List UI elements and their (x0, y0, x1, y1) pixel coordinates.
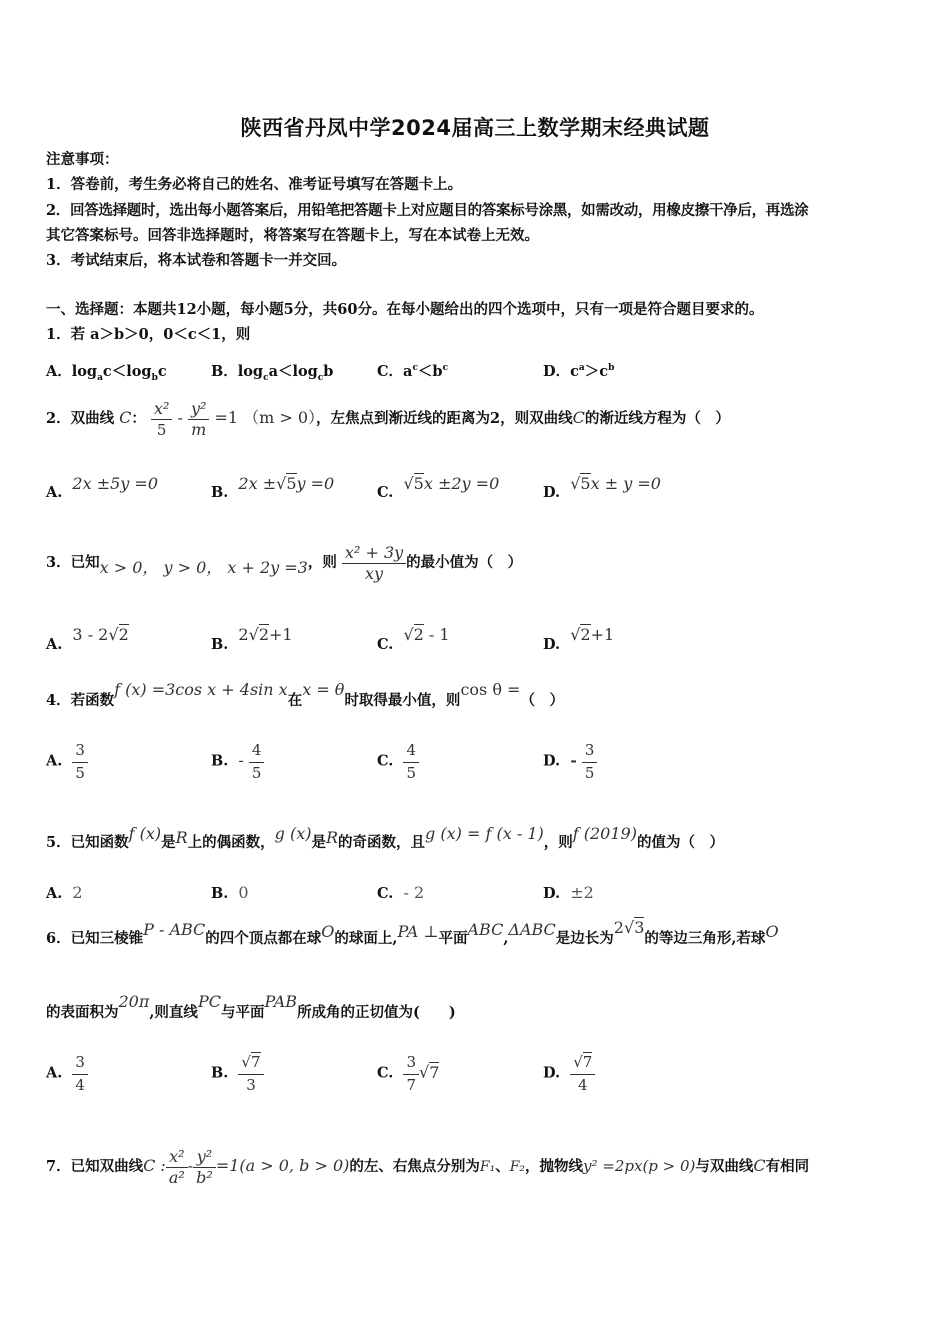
question-6-option-b[interactable]: B. $\frac{√7}{3}$ (211, 1052, 264, 1095)
question-4-option-b[interactable]: B. - $\frac{4}{5}$ (211, 740, 264, 783)
question-3-option-d[interactable]: D. √2+1 (543, 625, 615, 653)
question-4-option-d[interactable]: D. - $\frac{3}{5}$ (543, 740, 597, 783)
question-4-option-a[interactable]: A. $\frac{3}{5}$ (46, 740, 88, 783)
question-1-option-d[interactable]: D．$c^a>c^b$ (543, 363, 615, 380)
q2-minus: - (177, 408, 183, 427)
notice-item: 其它答案标号。回答非选择题时，将答案写在答题卡上，写在本试卷上无效。 (46, 227, 539, 244)
q2-fraction-y: $\frac{\text{y²}}{m}$ (188, 399, 209, 440)
question-5-option-b[interactable]: B. 0 (211, 883, 249, 902)
question-5-option-d[interactable]: D. ±2 (543, 883, 594, 902)
question-6-stem-line-2: 的表面积为20π,则直线PC与平面PAB所成角的正切值为( ) (46, 992, 456, 1021)
q2-curve-name: C (119, 408, 132, 427)
question-4-option-c[interactable]: C. $\frac{4}{5}$ (377, 740, 419, 783)
question-6-option-c[interactable]: C. $\frac{3}{7}$ √7 (377, 1053, 440, 1094)
q2-condition: （m > 0） (243, 408, 317, 427)
question-3-option-c[interactable]: C. √2 - 1 (377, 625, 450, 653)
notice-heading: 注意事项： (46, 151, 119, 168)
question-2-option-b[interactable]: B. 2x ±√5y =0 (211, 474, 335, 501)
question-2-option-d[interactable]: D. √5x ± y =0 (543, 474, 661, 501)
q3-fraction: $\frac{\text{x² + 3y}}{xy}$ (342, 543, 406, 584)
question-2-stem (46, 396, 730, 441)
question-1-option-c[interactable]: C．$a^c<b^c$ (377, 363, 449, 380)
notice-item: 3．考试结束后，将本试卷和答题卡一并交回。 (46, 252, 347, 269)
notice-item: 1．答卷前，考生务必将自己的姓名、准考证号填写在答题卡上。 (46, 176, 463, 193)
notice-item: 2．回答选择题时，选出每小题答案后，用铅笔把答题卡上对应题目的答案标号涂黑，如需改动，用橡皮擦干净后，再选涂 (46, 202, 809, 219)
question-5-stem: 5．已知函数f (x)是R上的偶函数，g (x)是R的奇函数，且g (x) = f (x - 1)，则f (2019)的值为（ ） (46, 824, 724, 851)
question-1-option-b[interactable]: B．$\log_ca<\log_cb$ (211, 363, 334, 383)
section-heading: 一、选择题：本题共12小题，每小题5分，共60分。在每小题给出的四个选项中，只有一项是符合题目要求的。 (46, 301, 764, 318)
question-2-option-c[interactable]: C. √5x ±2y =0 (377, 474, 500, 501)
q2-text: 的渐近线方程为（ ） (584, 410, 730, 427)
question-6-stem-line-1: 6．已知三棱锥P - ABC的四个顶点都在球O的球面上,PA ⊥平面ABC,ΔABC是边长为2√3的等边三角形,若球O (46, 918, 779, 947)
question-7-stem: 7．已知双曲线C : $\frac{\text{x²}}{\text{a²}}$ - $\frac{\text{y²}}{\text{b²}}$ =1(a > 0, b > 0)的左、右焦点分别为F₁、F₂，抛物线y² =2px(p > 0)与双曲线C有相同 (46, 1146, 810, 1187)
question-1-stem: 1．若 a＞b＞0，0＜c＜1，则 (46, 326, 251, 343)
q2-fraction-x: $\frac{\text{x²}}{5}$ (151, 399, 172, 440)
question-3-stem: 3．已知x > 0， y > 0， x + 2y =3，则 $\frac{\text{x² + 3y}}{xy}$ 的最小值为（ ） (46, 542, 523, 583)
q2-colon: ： (131, 410, 146, 427)
q2-text: 2．双曲线 (46, 410, 115, 427)
q2-text: ，左焦点到渐近线的距离为2，则双曲线 (316, 410, 573, 427)
question-3-option-a[interactable]: A. 3 - 2√2 (46, 625, 129, 653)
question-2-option-a[interactable]: A. 2x ±5y =0 (46, 474, 159, 501)
q2-curve-name: C (572, 408, 585, 427)
question-1-option-a[interactable]: A．$\log_ac<\log_bc$ (46, 363, 167, 383)
q2-equals: =1 (214, 408, 239, 427)
question-5-option-a[interactable]: A. 2 (46, 883, 83, 902)
question-4-stem: 4．若函数f (x) =3cos x + 4sin x在x = θ时取得最小值，则cos θ =（ ） (46, 680, 564, 709)
question-5-option-c[interactable]: C. - 2 (377, 883, 425, 902)
question-6-option-d[interactable]: D. $\frac{√7}{4}$ (543, 1052, 595, 1095)
question-6-option-a[interactable]: A. $\frac{3}{4}$ (46, 1052, 88, 1095)
question-3-option-b[interactable]: B. 2√2+1 (211, 625, 293, 653)
page-title: 陕西省丹凤中学2024届高三上数学期末经典试题 (240, 116, 710, 140)
